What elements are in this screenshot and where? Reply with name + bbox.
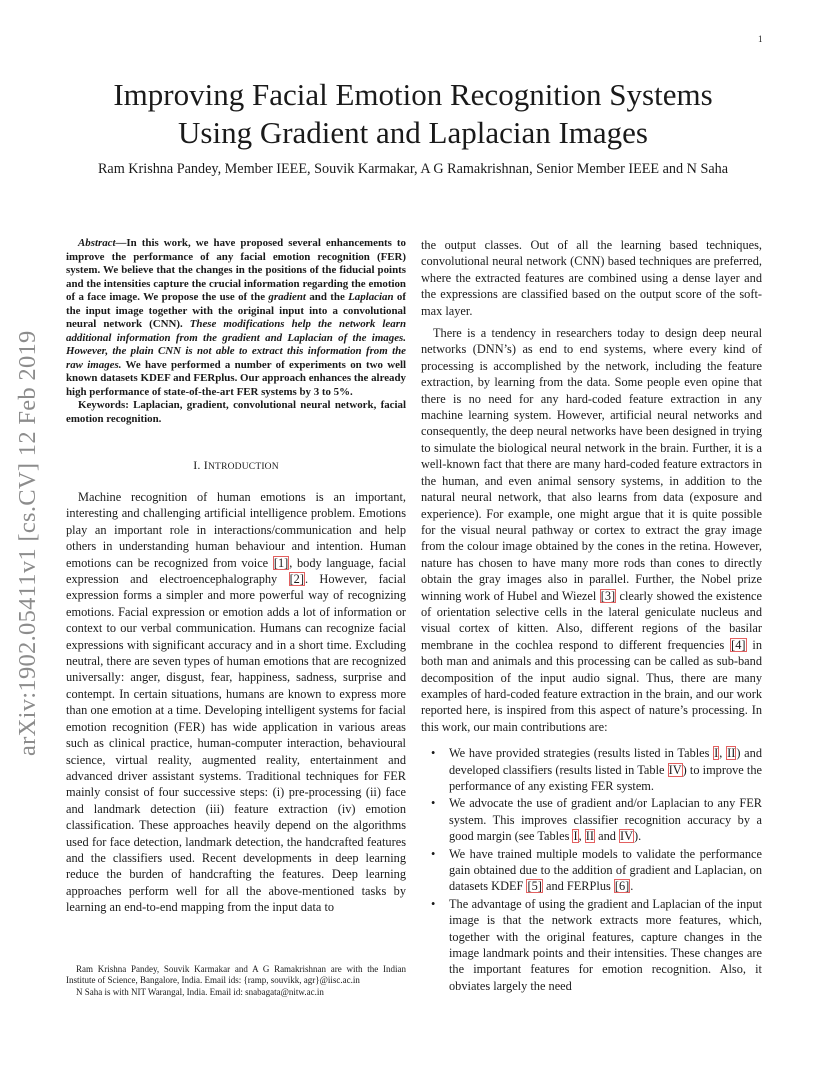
title-line-1: Improving Facial Emotion Recognition Systems bbox=[113, 77, 713, 112]
table-ref-link[interactable]: IV bbox=[620, 829, 634, 844]
abstract-text-3: We have performed a number of experiments on two well known datasets KDEF and FERplus. Our approach enhances the already high performance of state-of-the-art FER systems by 3 to 5%. bbox=[66, 358, 406, 398]
intro-text-b: , body language, facial expression and electroencephalography bbox=[66, 555, 407, 587]
citation-link-5[interactable]: [5] bbox=[527, 879, 542, 894]
keywords: Keywords: Laplacian, gradient, convolutional neural network, facial emotion recognition. bbox=[66, 399, 406, 425]
bullet-text: The advantage of using the gradient and Laplacian of the input image is that the network extracts more features, which, together with the original features, capture changes in the image landmark points and their intensities. These changes are the important features for emotion recognition. Also, it obviates largely the need bbox=[449, 896, 762, 993]
section-initial: I bbox=[203, 458, 208, 472]
abstract-label: Abstract bbox=[78, 237, 116, 249]
abstract-dash: — bbox=[115, 237, 127, 249]
bullet-marker: • bbox=[431, 746, 436, 761]
abstract bbox=[66, 237, 406, 399]
left-column bbox=[66, 237, 406, 922]
list-item bbox=[421, 745, 762, 794]
list-item bbox=[421, 846, 762, 895]
page-number: 1 bbox=[758, 34, 763, 44]
paper-title bbox=[66, 76, 760, 152]
intro-paragraph-1 bbox=[66, 489, 406, 916]
bullet-text: and FERPlus bbox=[542, 879, 614, 894]
citation-link-4[interactable]: [4] bbox=[731, 637, 746, 652]
bullet-text: We have trained multiple models to validate the performance gain obtained due to the addition of gradient and Laplacian, on datasets KDEF bbox=[449, 846, 762, 894]
citation-link-2[interactable]: [2] bbox=[289, 572, 304, 587]
author-list: Ram Krishna Pandey, Member IEEE, Souvik Karmakar, A G Ramakrishnan, Senior Member IEEE and N Saha bbox=[97, 161, 729, 177]
bullet-text: , bbox=[719, 746, 727, 761]
right-text-c: in both man and animals and this processing can be called as sub-band decomposition of the input audio signal. Thus, there are many examples of hard-coded feature extraction in the brain, and our work reported here, is inspired from this aspect of nature’s processing. In this work, our main contributions are: bbox=[421, 637, 762, 734]
right-text-b: clearly showed the existence of orientation selective cells in the lateral geniculate nucleus and visual cortex of kitten. Also, different regions of the basilar membrane in the cochlea respond to different frequencies bbox=[421, 588, 762, 652]
bullet-marker: • bbox=[431, 846, 436, 861]
citation-link-1[interactable]: [1] bbox=[273, 555, 289, 570]
right-column bbox=[421, 237, 762, 995]
bullet-marker: • bbox=[431, 796, 436, 811]
bullet-text: . bbox=[630, 879, 634, 894]
citation-link-3[interactable]: [3] bbox=[600, 588, 616, 603]
table-ref-link[interactable]: I bbox=[573, 829, 578, 844]
bullet-text: , bbox=[578, 829, 585, 844]
footnote-affiliation-2: N Saha is with NIT Warangal, India. Email id: snabagata@nitw.ac.in bbox=[76, 986, 324, 997]
bullet-text: ) to improve the performance of any existing FER system. bbox=[449, 762, 763, 793]
section-numeral: I. bbox=[193, 458, 204, 472]
abstract-and-the: and the bbox=[305, 291, 349, 303]
list-item bbox=[421, 896, 762, 994]
bullet-text: We have provided strategies (results listed in Tables bbox=[449, 746, 714, 761]
bullet-marker: • bbox=[431, 896, 436, 911]
section-rest: NTRODUCTION bbox=[208, 462, 279, 472]
right-paragraph-2 bbox=[421, 325, 762, 735]
right-text-a: There is a tendency in researchers today to design deep neural networks (DNN’s) as end to end systems, where every kind of processing is accomplished by the network, including the feature extraction, by learning from the data. Some people even opine that there is no need for any hard-coded feature extraction in any machine learning system. However, artificial neural networks and consequently, the deep neural networks have been designed in trying to simulate the biological neural network in the brain. Further, it is a well-known fact that there are many hard-coded feature extractors in the human, and even animal sensory systems, in addition to the natural neural network, that also learns from data (exposure and experience). For example, one might argue that it is quite possible for the visual neural pathway or cortex to extract the gray image from the colour image obtained by the cones in the retina. However, nature has chosen to have many more rods than cones to directly obtain the gray images also in parallel. Further, the Nobel prize winning work of Hubel and Wiezel bbox=[421, 326, 762, 603]
table-ref-link[interactable]: I bbox=[714, 746, 719, 761]
intro-text-c: . However, facial expression forms a simpler and more powerful way of recognizing emotions. Facial expression or emotion adds a lot of information or context to our verbal communication. Humans can recognize facial expressions with significant accuracy and in a short time. Excluding neutral, there are seven types of human emotions that are recognized universally: anger, disgust, fear, happiness, sadness, surprise and contempt. In certain situations, humans are known to express more than one emotion at a time. Developing intelligent systems for facial emotion recognition (FER) has wide application in various areas such as clinical practice, human-computer interaction, behavioural science, virtual reality, augmented reality, entertainment and advanced driver assistant systems. Traditional techniques for FER mainly consist of four successive steps: (i) pre-processing (ii) face and landmark detection (iii) feature extraction (iv) emotion classification. These approaches heavily depend on the algorithms used for face detection, landmark detection, the handcrafted features and the classifiers used. Recent developments in deep learning reduce the burden of handcrafting the features. Deep learning approaches perform well for all the above-mentioned tasks by learning an end-to-end mapping from the input data to bbox=[66, 572, 406, 915]
arxiv-stamp: arXiv:1902.05411v1 [cs.CV] 12 Feb 2019 bbox=[14, 330, 41, 756]
intro-text-a: Machine recognition of human emotions is an important, interesting and challenging artificial intelligence problem. Emotions play an important role in interactions/communication and help others in understanding human behaviour and intention. Human emotions can be recognized from voice bbox=[66, 490, 406, 570]
contributions-list bbox=[421, 745, 762, 994]
table-ref-link[interactable]: II bbox=[727, 746, 736, 761]
bullet-text: ) and developed classifiers (results listed in Table bbox=[449, 746, 762, 777]
bullet-text: and bbox=[595, 829, 619, 844]
table-ref-link[interactable]: IV bbox=[668, 762, 682, 777]
footnotes bbox=[66, 964, 406, 998]
bullet-text: We advocate the use of gradient and/or Laplacian to any FER system. This improves classifier recognition accuracy by a good margin (see Tables bbox=[449, 796, 762, 844]
title-line-2: Using Gradient and Laplacian Images bbox=[178, 115, 648, 150]
abstract-text-1: In this work, we have proposed several enhancements to improve the performance of any facial emotion recognition (FER) system. We believe that the changes in the positions of the fiducial points and the intensities capture the crucial information regarding the emotion of a face image. We propose the use of the bbox=[66, 237, 406, 303]
abstract-gradient-term: gradient bbox=[268, 291, 306, 303]
abstract-laplacian-term: Laplacian bbox=[348, 291, 394, 303]
bullet-text: ). bbox=[634, 829, 642, 844]
table-ref-link[interactable]: II bbox=[585, 829, 594, 844]
right-paragraph-1: the output classes. Out of all the learning based techniques, convolutional neural network (CNN) based techniques are preferred, where the extracted features are combined using a dense layer and the expressions are classified based on the output score of the soft-max layer. bbox=[421, 238, 762, 318]
abstract-italic-text: These modifications help the network learn additional information from the gradient and Laplacian of the images. However, the plain CNN is not able to extract this information from the raw images. bbox=[66, 318, 406, 371]
abstract-text-2: of the input image together with the original input into a convolutional neural network (CNN). bbox=[66, 291, 406, 330]
list-item bbox=[421, 795, 762, 844]
citation-link-6[interactable]: [6] bbox=[614, 879, 630, 894]
footnote-affiliation-1: Ram Krishna Pandey, Souvik Karmakar and A G Ramakrishnan are with the Indian Institute of Science, Bangalore, India. Email ids: {ramp, souvikk, agr}@iisc.ac.in bbox=[66, 964, 406, 986]
section-heading-introduction bbox=[66, 458, 406, 473]
